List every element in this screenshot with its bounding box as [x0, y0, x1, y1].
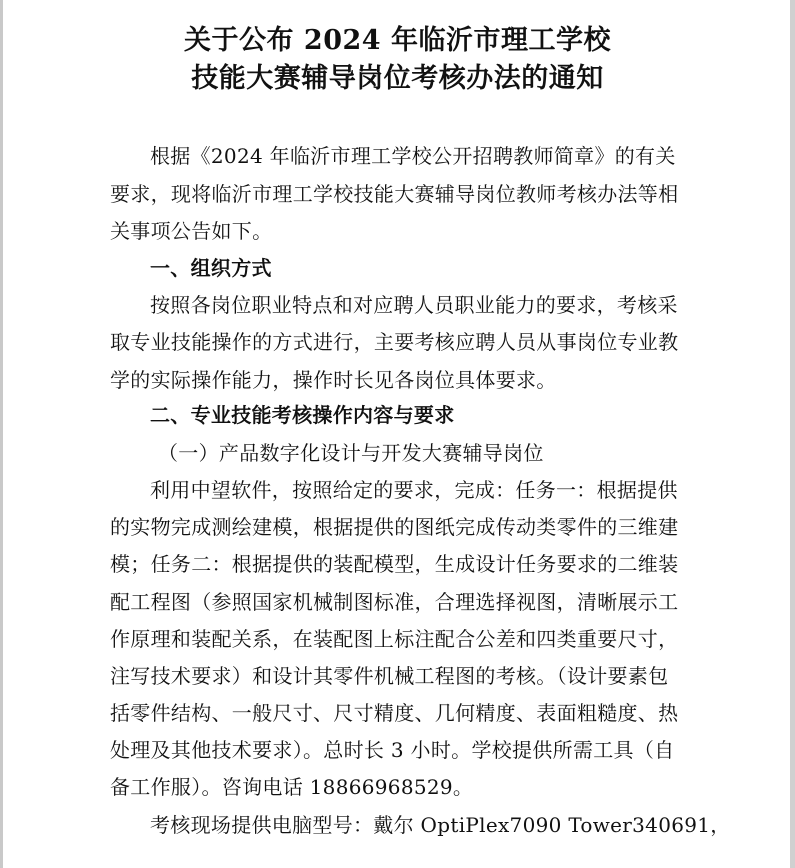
paragraph-line: 备工作服）。咨询电话 18866968529。 — [110, 775, 474, 799]
paragraph-line: 的实物完成测绘建模，根据提供的图纸完成传动类零件的三维建 — [110, 515, 679, 539]
paragraph-line: 模；任务二：根据提供的装配模型，生成设计任务要求的二维装 — [110, 552, 679, 576]
paragraph-line: 考核现场提供电脑型号：戴尔 OptiPlex7090 Tower340691， — [150, 813, 731, 837]
paragraph-line: 注写技术要求）和设计其零件机械工程图的考核。（设计要素包 — [110, 664, 669, 688]
paragraph-line: 关事项公告如下。 — [110, 219, 273, 243]
paragraph-line: 利用中望软件，按照给定的要求，完成：任务一：根据提供 — [150, 478, 678, 502]
section-heading: 二、专业技能考核操作内容与要求 — [150, 403, 455, 427]
paragraph-line: 处理及其他技术要求）。总时长 3 小时。学校提供所需工具（自 — [110, 738, 675, 762]
paragraph-line: 按照各岗位职业特点和对应聘人员职业能力的要求，考核采 — [150, 293, 678, 317]
paragraph-line: 配工程图（参照国家机械制图标准，合理选择视图，清晰展示工 — [110, 590, 679, 614]
title-line-2: 技能大赛辅导岗位考核办法的通知 — [191, 63, 604, 94]
subsection-heading: （一）产品数字化设计与开发大赛辅导岗位 — [158, 441, 544, 465]
paragraph-line: 取专业技能操作的方式进行，主要考核应聘人员从事岗位专业教 — [110, 330, 679, 354]
paragraph-line: 括零件结构、一般尺寸、尺寸精度、几何精度、表面粗糙度、热 — [110, 701, 679, 725]
paragraph-line: 作原理和装配关系，在装配图上标注配合公差和四类重要尺寸， — [110, 627, 679, 651]
section-heading: 一、组织方式 — [150, 256, 272, 280]
title-line-1: 关于公布 2024 年临沂市理工学校 — [184, 25, 611, 56]
paragraph-line: 根据《2024 年临沂市理工学校公开招聘教师简章》的有关 — [150, 144, 676, 168]
paragraph-line: 要求，现将临沂市理工学校技能大赛辅导岗位教师考核办法等相 — [110, 182, 679, 206]
paragraph-line: 学的实际操作能力，操作时长见各岗位具体要求。 — [110, 368, 557, 392]
